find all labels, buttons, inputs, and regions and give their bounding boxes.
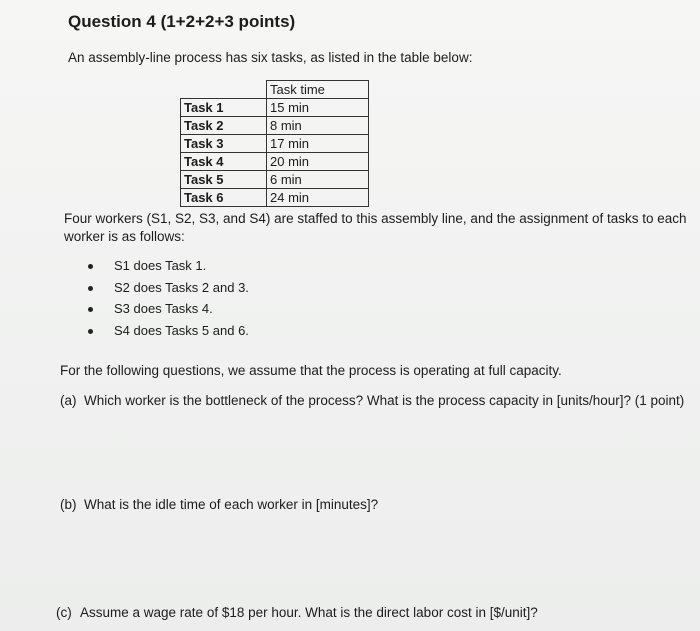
part-text: Assume a wage rate of $18 per hour. What is the direct labor cost in [$/unit]? — [80, 605, 538, 620]
task-name: Task 1 — [181, 99, 267, 117]
question-title: Question 4 (1+2+2+3 points) — [68, 12, 296, 31]
task-time: 20 min — [267, 153, 369, 171]
task-time: 8 min — [267, 117, 369, 135]
part-text: Which worker is the bottleneck of the process? What is the process capacity in [units/hour]? (1 point) — [84, 393, 685, 408]
part-label: (c) — [56, 605, 72, 620]
part-label: (b) — [60, 497, 77, 512]
list-item — [88, 323, 249, 345]
workers-description: Four workers (S1, S2, S3, and S4) are staffed to this assembly line, and the assignment of tasks to each worker is as follows: — [64, 211, 687, 244]
table-header-task-time: Task time — [267, 81, 369, 99]
table-row — [181, 171, 369, 189]
task-name: Task 6 — [181, 189, 267, 207]
bullet-icon — [88, 264, 93, 269]
table-corner-cell — [181, 81, 267, 99]
bullet-icon — [88, 329, 93, 334]
task-name: Task 3 — [181, 135, 267, 153]
task-name: Task 2 — [181, 117, 267, 135]
assumption-note: For the following questions, we assume that the process is operating at full capacity. — [60, 363, 562, 378]
assignment-text: S3 does Tasks 4. — [114, 301, 213, 316]
task-time: 24 min — [267, 189, 369, 207]
table-row — [181, 135, 369, 153]
part-text: What is the idle time of each worker in [minutes]? — [84, 497, 379, 512]
question-intro: An assembly-line process has six tasks, as listed in the table below: — [68, 50, 473, 65]
list-item — [88, 258, 249, 280]
question-part-c — [56, 603, 686, 623]
bullet-icon — [88, 307, 93, 312]
task-time: 17 min — [267, 135, 369, 153]
part-label: (a) — [60, 393, 77, 408]
list-item — [88, 280, 249, 302]
assignment-list — [88, 258, 249, 344]
table-row — [181, 153, 369, 171]
table-row — [181, 117, 369, 135]
question-part-b — [60, 495, 690, 515]
assignment-text: S1 does Task 1. — [114, 258, 207, 273]
bullet-icon — [88, 286, 93, 291]
assignment-text: S4 does Tasks 5 and 6. — [114, 322, 249, 338]
table-row — [181, 99, 369, 117]
task-time: 6 min — [267, 171, 369, 189]
table-row — [181, 189, 369, 207]
task-name: Task 5 — [181, 171, 267, 189]
task-time: 15 min — [267, 99, 369, 117]
task-time-table — [180, 80, 369, 207]
list-item — [88, 301, 249, 323]
question-part-a — [60, 391, 690, 431]
assignment-text: S2 does Tasks 2 and 3. — [114, 279, 249, 295]
task-name: Task 4 — [181, 153, 267, 171]
